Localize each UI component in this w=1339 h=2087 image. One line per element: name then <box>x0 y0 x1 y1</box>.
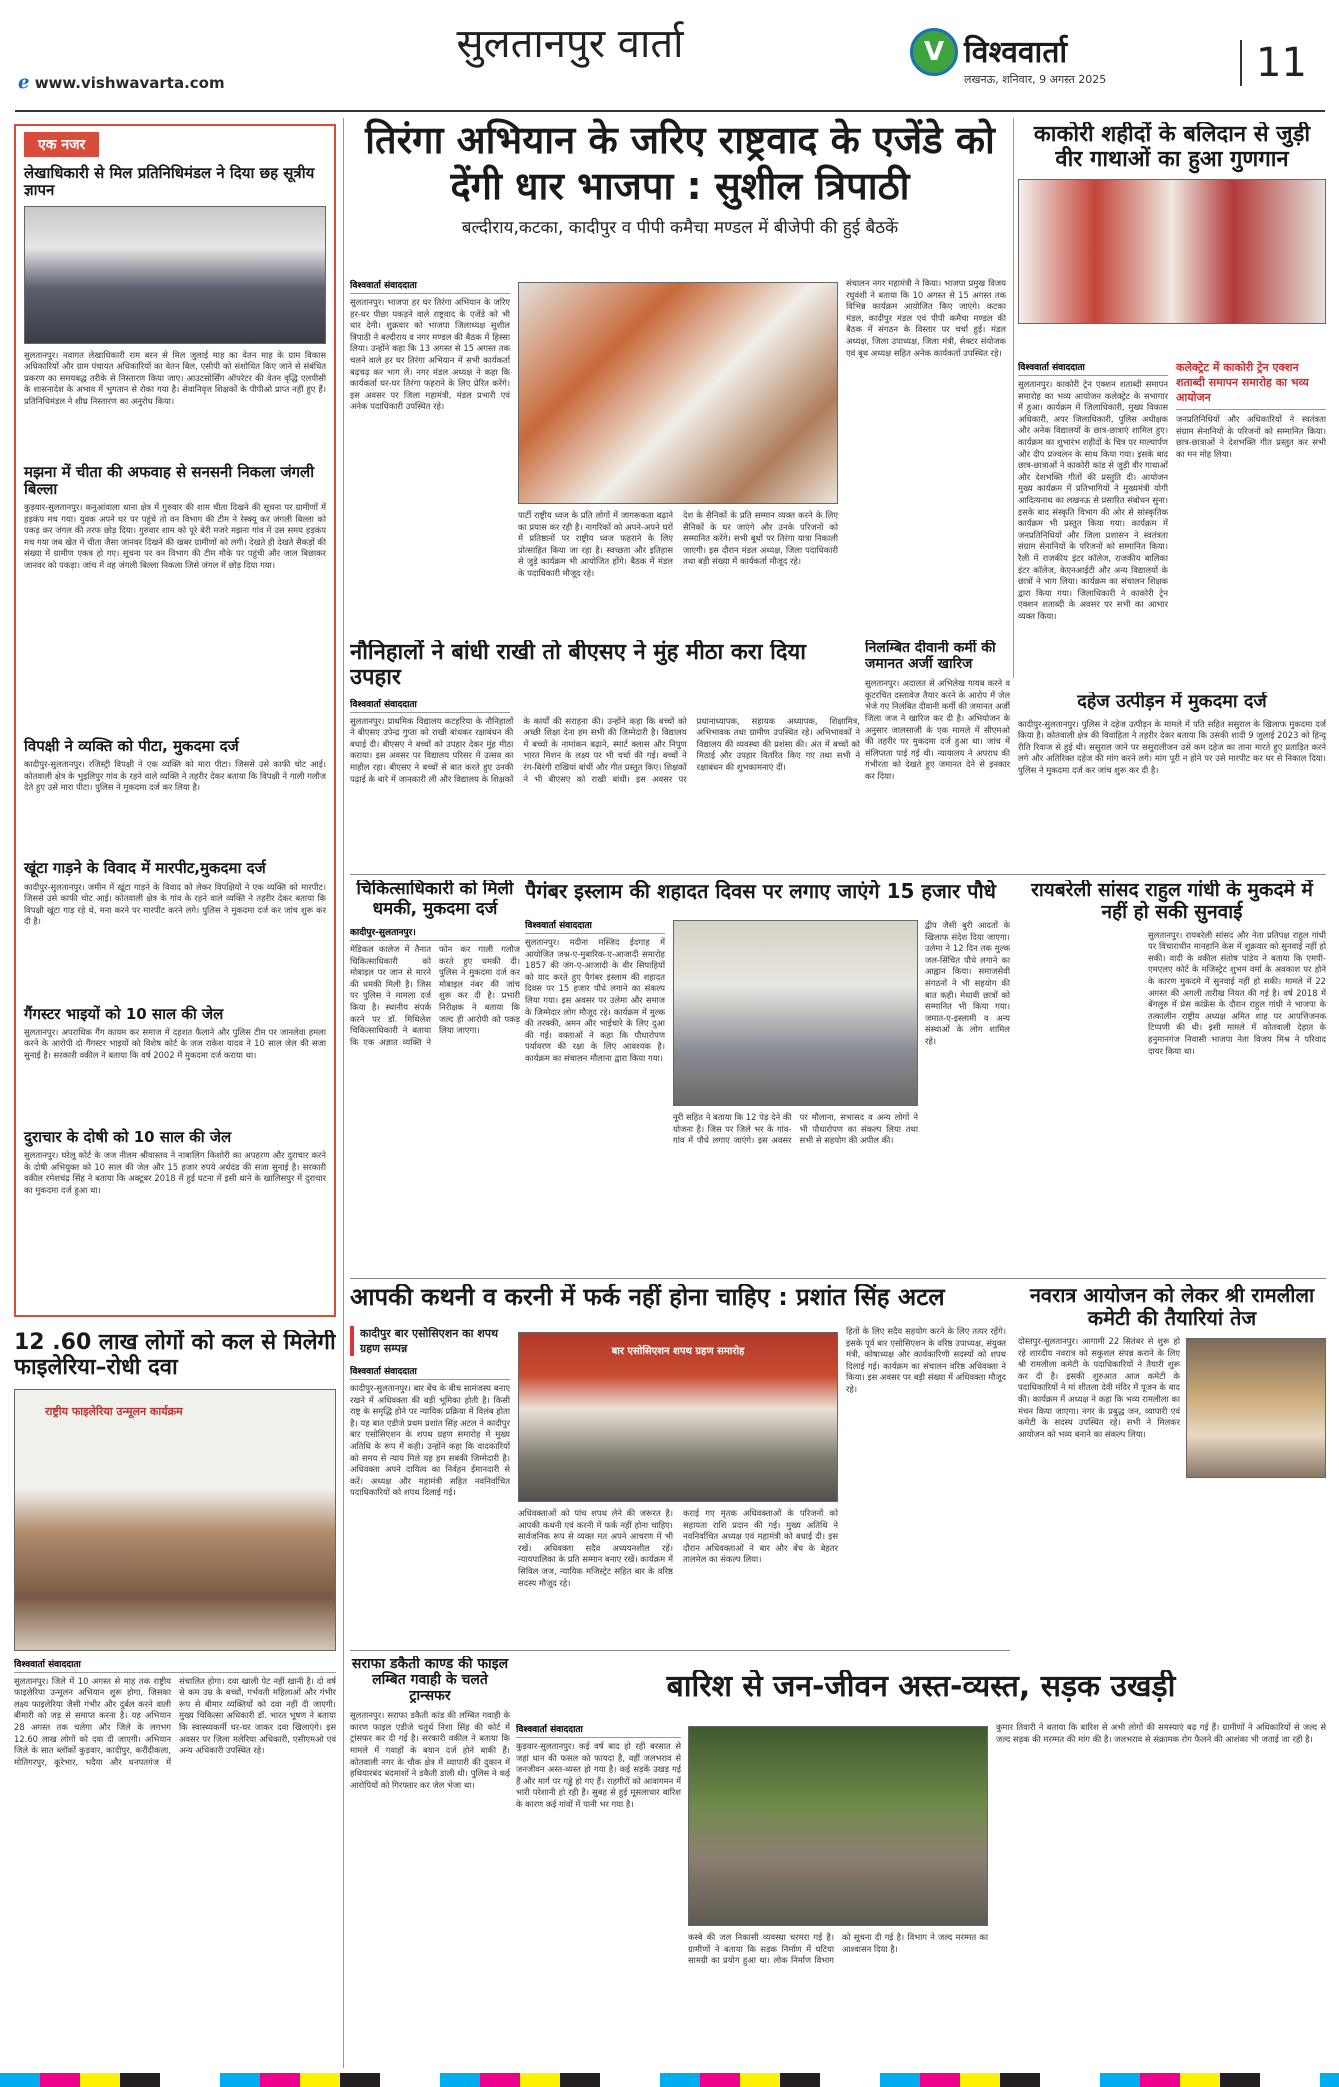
lead-story <box>350 118 1010 638</box>
lead-headline: तिरंगा अभियान के जरिए राष्ट्रवाद के एजेंडे को देंगी धार भाजपा : सुशील त्रिपाठी <box>365 118 995 208</box>
story-photo <box>24 206 326 344</box>
story-body: कस्बे की जल निकासी व्यवस्था चरमरा गई है। ग्रामीणों ने बताया कि सड़क निर्माण में घटिया सामग्री का प्रयोग हुआ था। लोक निर्माण विभाग को सूचना दी गई है। विभाग ने जल्द मरम्मत का आश्वासन दिया है। <box>688 1932 988 1966</box>
byline: विश्ववार्ता संवाददाता <box>1018 360 1168 376</box>
byline: विश्ववार्ता संवाददाता <box>350 1364 510 1380</box>
website-link[interactable] <box>18 72 225 93</box>
story-body: अधिवक्ताओं को पांच शपथ लेने की जरूरत है। आपकी कथनी एवं करनी में फर्क नहीं होना चाहिए। सार्वजनिक रूप से व्यक्त मत अपने आचरण में भी रखें। अधिवक्ता सदैव अध्ययनशील रहें। न्यायपालिका के प्रति सम्मान बनाए रखें। कार्यक्रम में सिविल जज, न्यायिक मजिस्ट्रेट सहित बार के वरिष्ठ सदस्य मौजूद रहे। <box>518 1508 673 1588</box>
story-photo <box>1186 1338 1326 1478</box>
section-title: सुलतानपुर वार्ता <box>456 21 684 67</box>
story-title: लेखाधिकारी से मिल प्रतिनिधिमंडल ने दिया छह सूत्रीय ज्ञापन <box>24 164 315 200</box>
story-body: सुलतानपुर। सराफा डकैती कांड की लम्बित गवाही के कारण फाइल एडीजे चतुर्थ निशा सिंह की कोर्ट में ट्रांसफर कर दी गई है। सरकारी वकील ने बताया कि मामले में गवाहों के बयान दर्ज होने बाकी हैं। कोतवाली नगर के चौक क्षेत्र में व्यापारी की दुकान में हथियारबंद बदमाशों ने डकैती डाली थी। पुलिस ने कई आरोपियों को गिरफ्तार कर जेल भेजा था। <box>350 1710 510 1790</box>
sarafa-story <box>350 1656 510 2071</box>
story-title: दुराचार के दोषी को 10 साल की जेल <box>24 1127 232 1146</box>
story-title: विपक्षी ने व्यक्ति को पीटा, मुकदमा दर्ज <box>24 737 239 755</box>
story-headline: काकोरी शहीदों के बलिदान से जुड़ी वीर गाथाओं का हुआ गुणगान <box>1033 122 1311 173</box>
story-body: सुलतानपुर। नवागत लेखाधिकारी राम बरन से मिल जुलाई माह का वेतन माह के ग्राम विकास अधिकारियों और ग्राम पंचायत अधिकारियों का वेतन बिल, एसीपी को संशोधित किए जाने से संबंधित प्रकरण का समयबद्ध तरीके से निस्तारण किया जाए। आउटसोर्सिंग ऑपरेटर की वेतन वृद्धि एलपीसी के शासनादेश के अभाव में भुगतान से रोका गया है। सेवानिवृत्त शिक्षकों के पीपीओ प्राप्त नहीं हुए हैं। प्रतिनिधिमंडल ने शीघ्र निस्तारण का अनुरोध किया। <box>24 349 326 406</box>
story-headline: बारिश से जन-जीवन अस्त-व्यस्त, सड़क उखड़ी <box>666 1670 1176 1704</box>
pratap-story <box>350 1284 1010 1644</box>
story-body: सुलतानपुर। घरेलू कोर्ट के जज नीलम श्रीवास्तव ने नाबालिग किशोरी का अपहरण और दुराचार करने के दोषी अभियुक्त को 10 साल की जेल और 15 हजार रुपये अर्थदंड की सजा सुनाई है। सरकारी वकील रमेशचंद्र सिंह ने बताया कि अक्टूबर 2018 में हुई घटना में इसी थाने के खालिसपुर में दुराचार का मुकदमा दर्ज हुआ था। <box>24 1150 326 1195</box>
story-photo <box>673 920 918 1106</box>
story-headline: निलम्बित दीवानी कर्मी की जमानत अर्जी खारिज <box>865 640 996 673</box>
registration-strip <box>0 2073 1339 2087</box>
photo-banner: राष्ट्रीय फाइलेरिया उन्मूलन कार्यक्रम <box>45 1404 183 1418</box>
story-body: सुलतानपुर। अदालत से अभिलेख गायब करने व कूटरचित दस्तावेज तैयार करने के आरोप में जेल भेजे गए निलंबित दीवानी कर्मी की जमानत अर्जी जिला जज ने खारिज कर दी है। अभियोजन के अनुसार जालसाजी के एक मामले में सीएमओ की तहरीर पर मुकदमा दर्ज हुआ था। जांच में संलिप्तता पाई गई थी। न्यायालय ने अपराध की गंभीरता को देखते हुए जमानत देने से इनकार कर दिया। <box>865 678 1010 781</box>
dateline: लखनऊ, शनिवार, 9 अगस्त 2025 <box>964 73 1107 86</box>
byline: कादीपुर-सुलतानपुर। <box>350 925 520 941</box>
story-body: देश के सैनिकों के प्रति सम्मान व्यक्त करने के लिए सैनिकों के घर जाएंगे और उनके परिजनों को सम्मानित करेंगे। सभी बूथों पर तिरंगा यात्रा निकाली जाएगी। इस दौरान मंडल अध्यक्ष, जिला पदाधिकारी तथा बड़ी संख्या में कार्यकर्ता मौजूद रहे। <box>683 510 838 567</box>
story-body: पार्टी राष्ट्रीय ध्वज के प्रति लोगों में जागरूकता बढ़ाने का प्रयास कर रही है। नागरिकों को अपने-अपने घरों में प्रतिष्ठानों पर राष्ट्रीय ध्वज फहराने के लिए प्रोत्साहित किया जा रहा है। स्वच्छता और इतिहास से जुड़े कार्यक्रम भी आयोजित होंगे। बैठक में मंडल के पदाधिकारी मौजूद रहे। <box>518 510 673 578</box>
lead-photo <box>518 282 838 504</box>
story-headline: सराफा डकैती काण्ड की फाइल लम्बित गवाही के चलते ट्रान्सफर <box>351 1656 509 1705</box>
story-body: कादीपुर-सुलतानपुर। बार बेंच के बीच सामंजस्य बनाए रखने में अधिवक्ता की बड़ी भूमिका होती है। किसी राष्ट्र के समृद्धि होने पर न्यायिक प्रक्रिया में विलंब होता है। यह बात एडीजे प्रथम प्रशांत सिंह अटल ने कादीपुर बार एसोसिएशन के शपथ ग्रहण समारोह में मुख्य अतिथि के रूप में कही। उन्होंने कहा कि वादकारियों को समय से न्याय मिले यह हम सबकी जिम्मेदारी है। अधिवक्ता अपने दायित्व का निर्वहन ईमानदारी से करें। अध्यक्ष और महामंत्री सहित नवनिर्वाचित पदाधिकारियों को शपथ दिलाई गई। <box>350 1383 510 1498</box>
story-body-continued: जनप्रतिनिधियों और अधिकारियों ने स्वतंत्रता संग्राम सेनानियों के परिजनों को सम्मानित किया। छात्र-छात्राओं ने देशभक्ति गीत प्रस्तुत कर सभी का मन मोह लिया। <box>1176 414 1326 459</box>
story-headline: रायबरेली सांसद राहुल गांधी के मुकदमे में नहीं हो सकी सुनवाई <box>1031 880 1313 923</box>
zamanat-story <box>865 640 1010 870</box>
byline: विश्ववार्ता संवाददाता <box>516 1722 681 1738</box>
chikitsa-story <box>350 880 520 1275</box>
story-body-continued: नूरी सहित ने बताया कि 12 पेड़ देने की योजना है। जिस पर जिले भर के गांव-गांव में पौधे लगाए जाएंगे। इस अवसर पर मौलाना, सभासद व अन्य लोगों ने भी पौधारोपण का संकल्प लिया तथा सभी से सहयोग की अपील की। <box>673 1112 918 1146</box>
paigambar-story <box>525 880 1010 1275</box>
barish-story <box>516 1670 1326 2070</box>
byline: विश्ववार्ता संवाददाता <box>350 697 510 713</box>
ek-nazar-box <box>14 124 336 1317</box>
story-title: खूंटा गाड़ने के विवाद में मारपीट,मुकदमा दर्ज <box>24 859 266 878</box>
story-body: सुलतानपुर। भाजपा हर घर तिरंगा अभियान के जरिए हर-घर पीछा पकड़ने वाले राष्ट्रवाद के एजेंडे को भी धार देगी। शुक्रवार को भाजपा जिलाध्यक्ष सुशील त्रिपाठी ने बल्दीराय व नगर मण्डल की बैठक में हिस्सा लिया। उन्होंने कहा कि 13 अगस्त से 15 अगस्त तक चलने वाले हर घर तिरंगा अभियान में सभी कार्यकर्ता बढ़चढ़ कर भाग लें। नगर मंडल अध्यक्ष ने कहा कि कार्यकर्ता घर-घर तिरंगा फहराने के लिए प्रेरित करेंगे। इस अवसर पर जिला महामंत्री, मंडल प्रभारी एवं अनेक पदाधिकारी उपस्थित रहे। <box>350 297 510 412</box>
story-headline: आपकी कथनी व करनी में फर्क नहीं होना चाहिए : प्रशांत सिंह अटल <box>350 1284 945 1311</box>
story-body: कादीपुर-सुलतानपुर। पुलिस ने दहेज उत्पीड़न के मामले में पति सहित ससुराल के खिलाफ मुकदमा दर्ज किया है। कोतवाली क्षेत्र की विवाहिता ने तहरीर देकर बताया कि उसकी शादी 9 जुलाई 2023 को हिन्दू रीति रिवाज से हुई थी। ससुराल जाने पर ससुरालीजन उसे कम दहेज का ताना मारते हुए प्रताड़ित करने लगे और अतिरिक्त दहेज की मांग करने लगे। मांग पूरी न होने पर उसे मारपीट कर घर से निकाल दिया। पुलिस ने मुकदमा दर्ज कर जांच शुरू कर दी है। <box>1018 718 1326 776</box>
story-photo <box>518 1332 838 1502</box>
rahul-story <box>1018 880 1326 1270</box>
story-body: द्वीप जैसी बुरी आदतों के खिलाफ संदेश दिया जाएगा। उलेमा ने 12 दिन तक मुल्क जल-सिंचित पौधे लगाने का आह्वान किया। समाजसेवी संगठनों ने भी सहयोग की बात कही। मेधावी छात्रों को सम्मानित भी किया गया। जमात-ए-इस्लामी व अन्य संस्थाओं के लोग शामिल रहे। <box>925 920 1010 1046</box>
story-body: मेडिकल कालेज में तैनात चिकित्साधिकारी को मोबाइल पर जान से मारने की धमकी मिली है। जिस पर पुलिस ने मामला दर्ज किया है। स्थानीय संपर्क करने पर डॉ. मिथिलेश चिकित्साधिकारी ने बताया कि एक अज्ञात व्यक्ति ने फोन कर गाली गलौज करते हुए धमकी दी। पुलिस ने मुकदमा दर्ज कर मोबाइल नंबर की जांच शुरू कर दी है। प्रभारी निरीक्षक ने बताया कि जल्द ही आरोपी को पकड़ लिया जाएगा। <box>350 944 520 1047</box>
story-body: कादीपुर-सुलतानपुर। रजिस्ट्री विपक्षी ने एक व्यक्ति को मारा पीटा। जिससे उसे काफी चोट आई। कोतवाली क्षेत्र के भुइलिपुर गांव के रहने वाले व्यक्ति ने तहरीर देकर बताया कि विपक्षी ने गाली गलौज देते हुए उसे मारा पीटा। पुलिस ने मुकदमा दर्ज कर लिया है। <box>24 759 326 793</box>
story-body: हितों के लिए सदैव सहयोग करने के लिए तत्पर रहेंगे। इसके पूर्व बार एसोसिएशन के वरिष्ठ उपाध्यक्ष, संयुक्त मंत्री, कोषाध्यक्ष और कार्यकारिणी सदस्यों को शपथ दिलाई गई। कार्यक्रम का संचालन वरिष्ठ अधिवक्ता ने किया। इस अवसर पर बड़ी संख्या में अधिवक्ता मौजूद रहे। <box>846 1326 1006 1394</box>
story-headline: 12 .60 लाख लोगों को कल से मिलेगी फाइलेरिया–रोधी दवा <box>14 1330 336 1381</box>
story-headline: नवरात्र आयोजन को लेकर श्री रामलीला कमेटी की तैयारियां तेज <box>1029 1284 1315 1330</box>
navratra-story <box>1018 1284 1326 1669</box>
byline: विश्ववार्ता संवाददाता <box>350 278 510 294</box>
story-headline: नौनिहालों ने बांधी राखी तो बीएसए ने मुंह मीठा करा दिया उपहार <box>350 640 807 691</box>
story-body: सुलतानपुर। अपराधिक गैंग कायम कर समाज में दहशत फैलाने और पुलिस टीम पर जानलेवा हमला करने के आरोपी दो गैंगस्टर भाइयों को विशेष कोर्ट के जज राकेश यादव ने 10 साल जेल की सजा सुनाई है। सरकारी वकील ने बताया कि वर्ष 2002 में मुकदमा दर्ज कराया था। <box>24 1026 326 1060</box>
photo-banner: बार एसोसिएशन शपथ ग्रहण समारोह <box>611 1346 745 1357</box>
story-body: कुड़वार-सुलतानपुर। कनुआंवाला थाना क्षेत्र में गुरुवार की शाम चीता दिखने की सूचना पर ग्रामीणों में हड़कंप मच गया। युवक अपने घर पर पहुंचे तो वन विभाग की टीम ने रेस्क्यू कर जंगली बिल्ला को पकड़ कर जंगल की तरफ छोड़ दिया। गुरुवार शाम को पूरे बेरी मजरे मझना गांव में उस समय हड़कंप मच गया जब खेत में चीता जैसा जानवर दिखने की खबर ग्रामीणों को लगी। देखते ही देखते सैकड़ों की संख्या में ग्रामीण एकत्र हो गए। सूचना पर वन विभाग की टीम मौके पर पहुंची और जाल बिछाकर जानवर को पकड़ा। जांच में वह जंगली बिल्ला निकला जिसे जंगल में छोड़ दिया गया। <box>24 502 326 570</box>
story-kicker: कलेक्ट्रेट में काकोरी ट्रेन एक्शन शताब्दी समापन समारोह का भव्य आयोजन <box>1176 360 1326 410</box>
story-photo <box>14 1389 336 1651</box>
lead-deck: बल्दीराय,कटका, कादीपुर व पीपी कमैचा मण्डल में बीजेपी की हुई बैठकें <box>461 218 899 239</box>
story-body: सुलतानपुर। रायबरेली सांसद और नेता प्रतिपक्ष राहुल गांधी पर विचाराधीन मानहानि केस में शुक्रवार को सुनवाई नहीं हो सकी। वादी के वकील संतोष पांडेय ने बताया कि एमपी-एमएलए कोर्ट के मजिस्ट्रेट शुभम वर्मा के अवकाश पर होने के कारण मुकदमे में सुनवाई नहीं हो सकी। मामले में 22 अगस्त की अगली तारीख नियत की गई है। वर्ष 2018 में बेंगलुरु में प्रेस कांफ्रेंस के दौरान राहुल गांधी ने भाजपा के तत्कालीन राष्ट्रीय अध्यक्ष अमित शाह पर आपत्तिजनक टिप्पणी की थी। इसी मामले में कोतवाली देहात के हनुमानगंज निवासी भाजपा नेता विजय मिश्र ने परिवाद दायर किया था। <box>1148 929 1326 1056</box>
page-number: 11 <box>1240 40 1320 86</box>
story-body: कुमार तिवारी ने बताया कि बारिश से अभी लोगों की समस्याएं बढ़ गई हैं। ग्रामीणों ने अधिकारियों से जल्द से जल्द सड़क की मरम्मत की मांग की है। जलभराव से संक्रामक रोग फैलने की आशंका भी जताई जा रही है। <box>996 1722 1326 1744</box>
brand-logo-icon: V <box>910 28 958 76</box>
story-headline: दहेज उत्पीड़न में मुकदमा दर्ज <box>1077 692 1267 712</box>
story-kicker: कादीपुर बार एसोसिएशन का शपथ ग्रहण सम्पन्न <box>350 1326 510 1356</box>
story-body: कराई गए मृतक अधिवक्ताओं के परिजनों को सहायता राशि प्रदान की गई। मुख्य अतिथि ने नवनिर्वाचित अध्यक्ष एवं महामंत्री को बधाई दी। इस दौरान अधिवक्ताओं ने बार और बेंच के बेहतर तालमेल का संकल्प लिया। <box>683 1508 838 1565</box>
ek-nazar-tag: एक नजर <box>24 132 99 157</box>
ie-icon: ℯ <box>18 72 30 93</box>
story-body: सुलतानपुर। जिले में 10 अगस्त से माह तक राष्ट्रीय फाइलेरिया उन्मूलन अभियान शुरू होगा, जिसका लक्ष्य फाइलेरिया जैसी गंभीर और दुर्बल करने वाली बीमारी को जड़ से समाप्त करना है। यह अभियान 28 अगस्त तक चलेगा और जिले के लगभग 12.60 लाख लोगों को दवा दी जाएगी। अभियान जिले के सात ब्लॉकों कुड़वार, कादीपुर, करौंदीकला, मोतिगरपुर, कूरेभार, भदैया और धनपतगंज में संचालित होगा। दवा खाली पेट नहीं खानी है। दो वर्ष से कम उम्र के बच्चों, गर्भवती महिलाओं और गंभीर रूप से बीमार व्यक्तियों को दवा नहीं दी जाएगी। मुख्य चिकित्सा अधिकारी डॉ. भारत भूषण ने बताया कि स्वास्थ्यकर्मी घर-घर जाकर दवा खिलाएंगे। इस अवसर पर जिला मलेरिया अधिकारी, एसीएमओ एवं अन्य अधिकारी उपस्थित रहे। <box>14 1675 336 1767</box>
masthead <box>0 0 1339 100</box>
story-body: सुलतानपुर। प्राथमिक विद्यालय कटहरिया के नौनिहालों ने बीएसए उपेन्द्र गुप्ता को राखी बांधकर रक्षाबंधन की बधाई दी। बीएसए ने बच्चों को उपहार देकर मुंह मीठा कराया। इस अवसर पर विद्यालय परिसर में उत्सव का माहौल रहा। बीएसए ने बच्चों से बात करते हुए उनकी पढ़ाई के बारे में जानकारी ली और विद्यालय के शिक्षकों के कार्यों की सराहना की। उन्होंने कहा कि बच्चों को अच्छी शिक्षा देना हम सभी की जिम्मेदारी है। विद्यालय में बच्चों के नामांकन बढ़ाने, स्मार्ट क्लास और निपुण भारत मिशन के लक्ष्य पर भी चर्चा की गई। बच्चों ने रंग-बिरंगी राखियां बांधीं और गीत प्रस्तुत किए। शिक्षकों ने भी बीएसए को राखी बांधी। इस अवसर पर प्रधानाध्यापक, सहायक अध्यापक, शिक्षामित्र, अभिभावक तथा ग्रामीण उपस्थित रहे। अभिभावकों ने विद्यालय की व्यवस्था की प्रशंसा की। अंत में बच्चों को मिठाई और उपहार वितरित किए गए तथा सभी ने रक्षाबंधन की शुभकामनाएं दीं। <box>350 715 860 784</box>
kakori-story <box>1018 122 1326 692</box>
story-title: गैंगस्टर भाइयों को 10 साल की जेल <box>24 1004 224 1023</box>
story-body: सुलतानपुर। मदीना मस्जिद ईदगाह में आयोजित जश्न-ए-मुबारिक-ए-आजादी समारोह 1857 की जंग-ए-आजादी के वीर सिपाहियों को याद करते हुए पैगंबर इस्लाम की शहादत दिवस पर 15 हजार पौधे लगाने का संकल्प लिया गया। इस अवसर पर उलेमा और समाज के जिम्मेदार लोग मौजूद रहे। कार्यक्रम में मुल्क की तरक्की, अमन और भाईचारे के लिए दुआ की गई। वक्ताओं ने कहा कि पौधारोपण पर्यावरण की रक्षा के लिए आवश्यक है। कार्यक्रम का संचालन मौलाना द्वारा किया गया। <box>525 937 665 1063</box>
story-photo <box>688 1726 988 1926</box>
nanihal-story <box>350 640 860 870</box>
story-headline: चिकित्साधिकारी को मिली धमकी, मुकदमा दर्ज <box>356 880 514 919</box>
story-photo <box>1018 179 1326 324</box>
story-headline: पैगंबर इस्लाम की शहादत दिवस पर लगाए जाएंगे 15 हजार पौधे <box>525 880 996 903</box>
brand-name: विश्ववार्ता <box>964 35 1068 70</box>
filaria-story <box>14 1330 336 2070</box>
story-body: कादीपुर-सुलतानपुर। जमीन में खूंटा गाड़ने के विवाद को लेकर विपक्षियों ने एक व्यक्ति को मारपीट। जिससे उसे काफी चोट आई। कोतवाली क्षेत्र के गांव के रहने वाले व्यक्ति ने तहरीर देकर बताया कि विपक्षी खूंटा गाड़ रहे थे, मना करने पर मारपीट करने लगे। पुलिस ने मुकदमा दर्ज कर जांच शुरू कर दी है। <box>24 881 326 927</box>
byline: विश्ववार्ता संवाददाता <box>525 918 665 934</box>
dahej-story <box>1018 692 1326 832</box>
byline: विश्ववार्ता संवाददाता <box>14 1657 336 1673</box>
story-body: सुलतानपुर। काकोरी ट्रेन एक्शन शताब्दी समापन समारोह का भव्य आयोजन कलेक्ट्रेट के सभागार में हुआ। कार्यक्रम में जिलाधिकारी, मुख्य विकास अधिकारी, अपर जिलाधिकारी, पुलिस अधीक्षक और अनेक विद्यालयों के छात्र-छात्राएं शामिल हुए। कार्यक्रम का शुभारंभ शहीदों के चित्र पर माल्यार्पण और दीप प्रज्वलन के साथ किया गया। इसके बाद छात्र-छात्राओं ने काकोरी कांड से जुड़ी वीर गाथाओं और देशभक्ति गीतों की प्रस्तुति दी। आयोजन मुख्य कार्यक्रम में प्रतिभागियों ने मुख्यमंत्री योगी आदित्यनाथ का लखनऊ से प्रसारित संबोधन सुना। इसके बाद संस्कृति विभाग की ओर से सांस्कृतिक कार्यक्रम भी प्रस्तुत किया गया। कार्यक्रम में जनप्रतिनिधियों और जिला प्रशासन ने स्वतंत्रता संग्राम सेनानियों के परिजनों को सम्मानित किया। रैली में राजकीय इंटर कॉलेज, राजकीय बालिका इंटर कॉलेज, केएनआईटी और अन्य विद्यालयों के छात्रों ने भाग लिया। कार्यक्रम का संचालन शिक्षक द्वारा किया गया। जिलाधिकारी ने काकोरी ट्रेन एक्शन शताब्दी के अवसर पर सभी का आभार व्यक्त किया। <box>1018 379 1168 621</box>
story-body: संचालन नगर महामंत्री ने किया। भाजपा प्रमुख विजय रघुवंशी ने बताया कि 10 अगस्त से 15 अगस्त तक विभिन्न कार्यक्रम आयोजित किए जाएंगे। कटका मंडल, कादीपुर मंडल एवं पीपी कमैचा मण्डल की बैठक में संगठन के विस्तार पर चर्चा हुई। मंडल अध्यक्ष, जिला उपाध्यक्ष, जिला मंत्री, सेक्टर संयोजक एवं बूथ अध्यक्ष सहित अनेक कार्यकर्ता उपस्थित रहे। <box>846 278 1006 358</box>
website-text: www.vishwavarta.com <box>34 74 225 92</box>
story-body: दोस्तपुर-सुलतानपुर। आगामी 22 सितंबर से शुरू हो रहे शारदीय नवरात्र को सकुशल संपन्न कराने के लिए श्री रामलीला कमेटी के पदाधिकारियों ने तैयारी शुरू कर दी है। इसकी शुरुआत आज कमेटी के पदाधिकारियों ने मां शीतला देवी मंदिर में पूजन के बाद की। कार्यक्रम में अध्यक्ष ने कहा कि भव्य रामलीला का मंचन किया जाएगा। नगर के प्रबुद्ध जन, व्यापारी एवं कमेटी के सदस्य उपस्थित रहे। सभी ने मिलकर आयोजन को भव्य बनाने का संकल्प लिया। <box>1018 1336 1180 1439</box>
story-body: कुड़वार-सुलतानपुर। कई वर्ष बाद हो रही बरसात से जहां धान की फसल को फायदा है, वहीं जलभराव से जनजीवन अस्त-व्यस्त हो गया है। कई सड़कें उखड़ गई हैं और मार्ग पर गड्ढे हो गए हैं। राहगीरों को आवागमन में भारी परेशानी हो रही है। सुबह से हुई मूसलाधार बारिश के कारण कई गांवों में पानी भर गया है। <box>516 1741 681 1809</box>
story-title: मझना में चीता की अफवाह से सनसनी निकला जंगली बिल्ला <box>24 462 315 498</box>
